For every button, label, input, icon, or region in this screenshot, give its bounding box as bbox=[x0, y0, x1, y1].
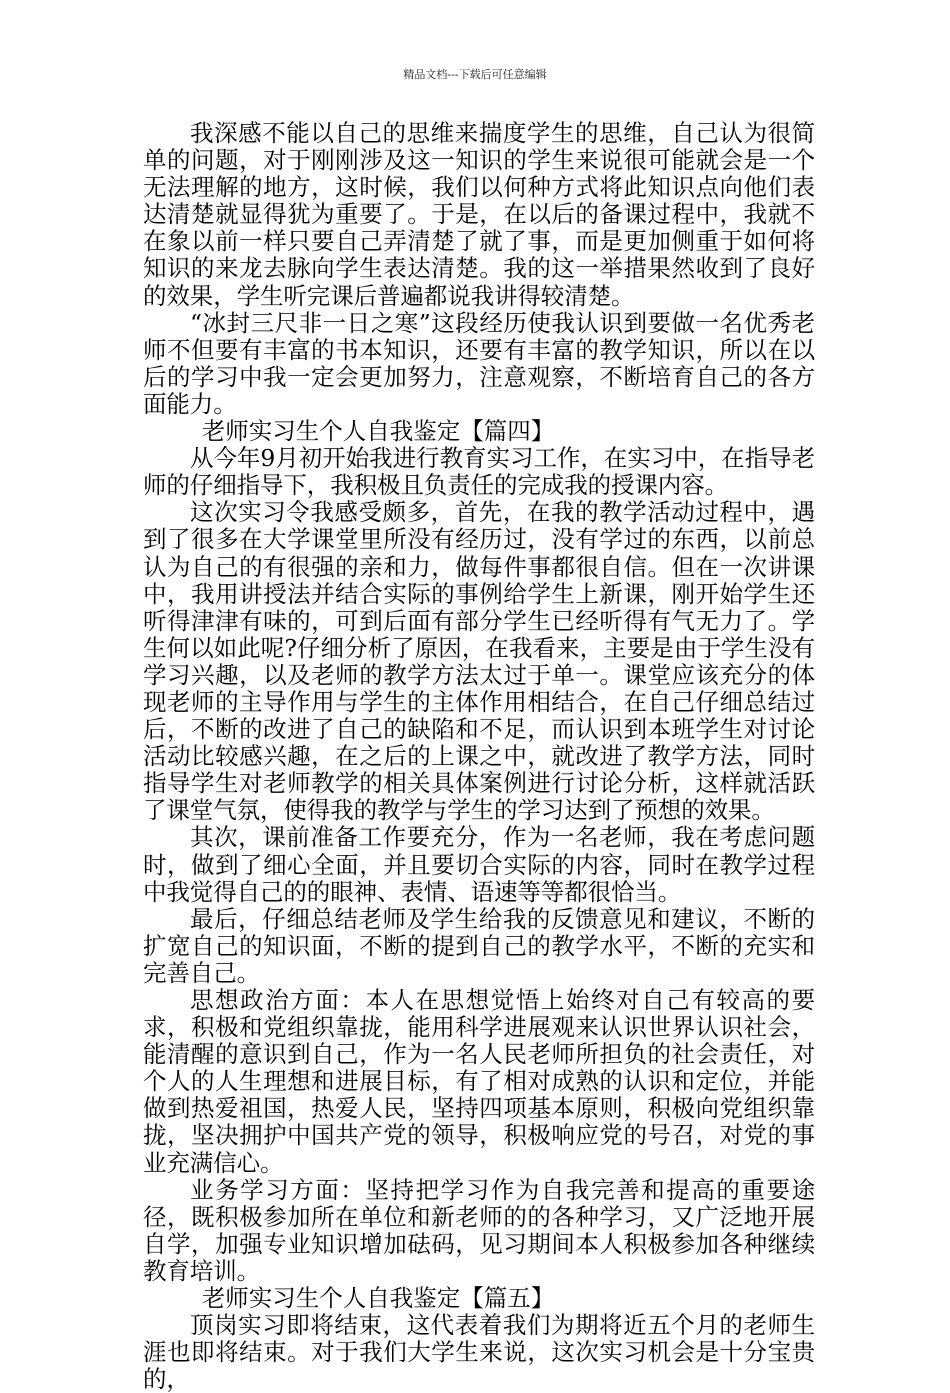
section-heading-4: 老师实习生个人自我鉴定【篇四】 bbox=[201, 417, 555, 446]
section-heading-5: 老师实习生个人自我鉴定【篇五】 bbox=[201, 1284, 555, 1313]
paragraph-5: 其次，课前准备工作要充分，作为一名老师，我在考虑问题时，做到了细心全面，并且要切合实际的内容，同时在教学过程中我觉得自己的的眼神、表情、语速等等都很恰当。 bbox=[143, 823, 815, 906]
paragraph-7: 思想政治方面：本人在思想觉悟上始终对自己有较高的要求，积极和党组织靠拢，能用科学进展观来认识世界认识社会，能清醒的意识到自己，作为一名人民老师所担负的社会责任，对个人的人生理想和进展目标，有了相对成熟的认识和定位，并能做到热爱祖国，热爱人民，坚持四项基本原则，积极向党组织靠拢，坚决拥护中国共产党的领导，积极响应党的号召，对党的事业充满信心。 bbox=[143, 986, 815, 1177]
paragraph-8: 业务学习方面：坚持把学习作为自我完善和提高的重要途径，既积极参加所在单位和新老师的的各种学习，又广泛地开展自学，加强专业知识增加砝码，见习期间本人积极参加各种继续教育培训。 bbox=[143, 1175, 815, 1285]
page-header: 精品文档---下载后可任意编辑 bbox=[403, 68, 547, 81]
paragraph-3: 从今年9月初开始我进行教育实习工作，在实习中，在指导老师的仔细指导下，我积极且负责任的完成我的授课内容。 bbox=[143, 444, 815, 500]
paragraph-6: 最后，仔细总结老师及学生给我的反馈意见和建议，不断的扩宽自己的知识面，不断的提到自己的教学水平，不断的充实和完善自己。 bbox=[143, 904, 815, 987]
paragraph-1: 我深感不能以自己的思维来揣度学生的思维，自己认为很简单的问题，对于刚刚涉及这一知识的学生来说很可能就会是一个无法理解的地方，这时候，我们以何种方式将此知识点向他们表达清楚就显得犹为重要了。于是，在以后的备课过程中，我就不在象以前一样只要自己弄清楚了就了事，而是更加侧重于如何将知识的来龙去脉向学生表达清楚。我的这一举措果然收到了良好的效果，学生听完课后普遍都说我讲得较清楚。 bbox=[143, 119, 815, 310]
paragraph-4: 这次实习令我感受颇多，首先，在我的教学活动过程中，遇到了很多在大学课堂里所没有经历过，没有学过的东西，以前总认为自己的有很强的亲和力，做每件事都很自信。但在一次讲课中，我用讲授法并结合实际的事例给学生上新课，刚开始学生还听得津津有味的，可到后面有部分学生已经听得有气无力了。学生何以如此呢?仔细分析了原因，在我看来，主要是由于学生没有学习兴趣，以及老师的教学方法太过于单一。课堂应该充分的体现老师的主导作用与学生的主体作用相结合，在自己仔细总结过后，不断的改进了自己的缺陷和不足，而认识到本班学生对讨论活动比较感兴趣，在之后的上课之中，就改进了教学方法，同时指导学生对老师教学的相关具体案例进行讨论分析，这样就活跃了课堂气氛，使得我的教学与学生的学习达到了预想的效果。 bbox=[143, 498, 815, 825]
paragraph-2: “冰封三尺非一日之寒”这段经历使我认识到要做一名优秀老师不但要有丰富的书本知识，还要有丰富的教学知识，所以在以后的学习中我一定会更加努力，注意观察，不断培育自己的各方面能力。 bbox=[143, 308, 815, 418]
paragraph-9: 顶岗实习即将结束，这代表着我们为期将近五个月的老师生涯也即将结束。对于我们大学生来说，这次实习机会是十分宝贵的， bbox=[143, 1311, 815, 1393]
document-body bbox=[143, 120, 815, 1393]
